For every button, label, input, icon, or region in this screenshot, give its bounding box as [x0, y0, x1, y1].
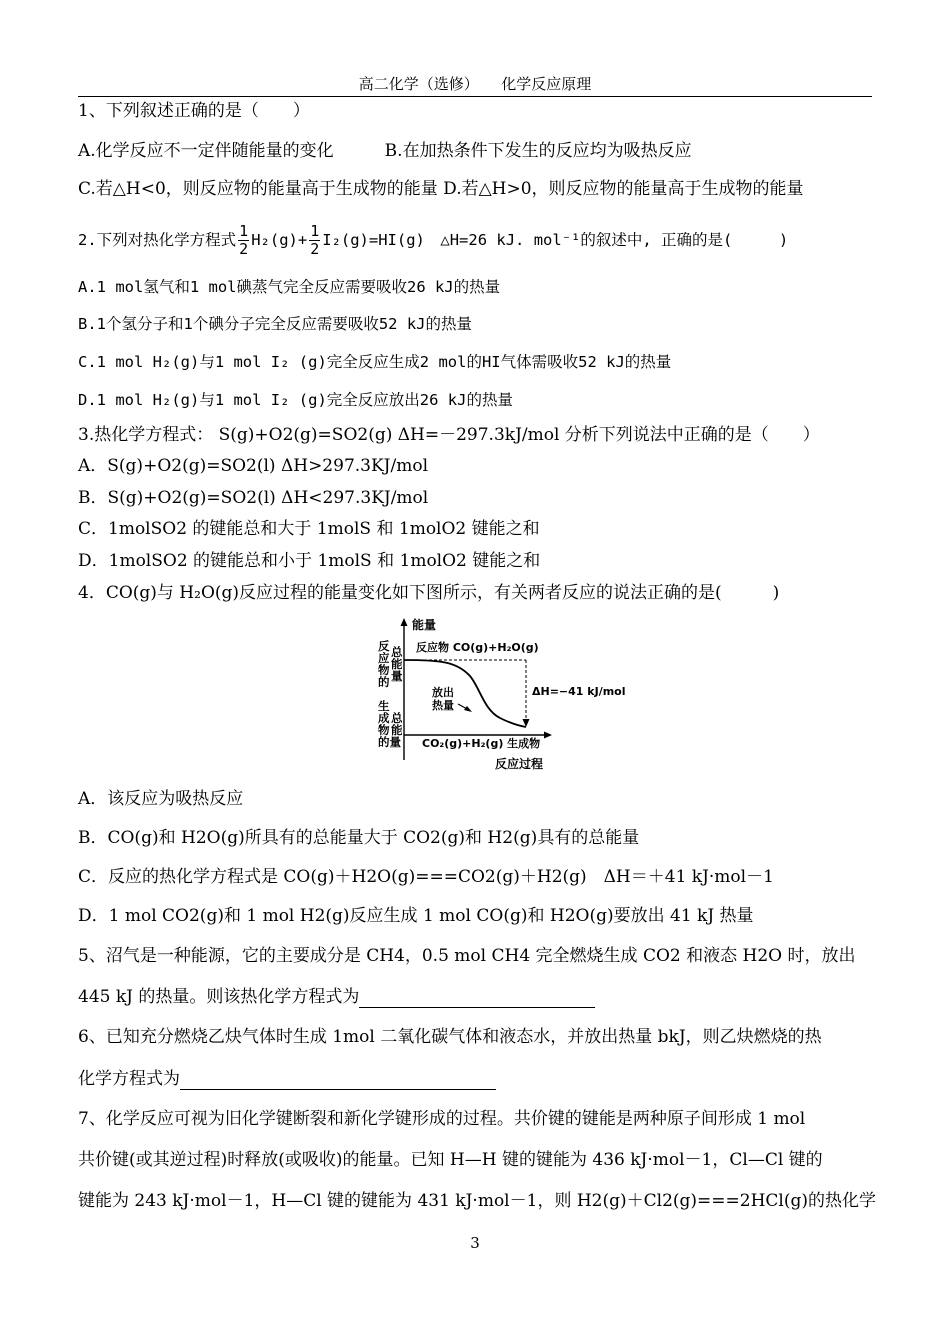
question-3: 3.热化学方程式： S(g)+O2(g)=SO2(g) ΔH=－297.3kJ/mol 分析下列说法中正确的是（ ）: [78, 425, 820, 445]
question-6-text: 化学方程式为: [78, 1069, 180, 1089]
question-3-option-d: D．1molSO2 的键能总和小于 1molS 和 1molO2 键能之和: [78, 551, 541, 571]
question-5-line-2: [78, 986, 595, 1008]
question-1-options-ab: A.化学反应不一定伴随能量的变化 B.在加热条件下发生的反应均为吸热反应: [78, 141, 692, 161]
delta-h-label: ΔH=−41 kJ/mol: [532, 685, 626, 698]
question-4: 4．CO(g)与 H₂O(g)反应过程的能量变化如下图所示，有关两者反应的说法正确的是( ): [78, 583, 780, 603]
product-species-label: CO₂(g)+H₂(g) 生成物: [422, 737, 541, 750]
label-char: 生: [378, 699, 390, 713]
release-heat-arrow-icon: [464, 706, 472, 712]
question-7-line-3: 键能为 243 kJ·mol－1，H—Cl 键的键能为 431 kJ·mol－1，则 H2(g)＋Cl2(g)===2HCl(g)的热化学: [78, 1191, 877, 1211]
label-char: 总: [391, 645, 403, 659]
reactant-species-label: 反应物 CO(g)+H₂O(g): [416, 641, 539, 654]
header-rule: [78, 96, 872, 97]
question-5-line-1: 5、沼气是一种能源，它的主要成分是 CH4，0.5 mol CH4 完全燃烧生成 CO2 和液态 H2O 时，放出: [78, 946, 856, 966]
fraction-numerator: 1: [310, 222, 320, 240]
label-char: 物: [378, 663, 390, 677]
question-2-option-a: A.1 mol氢气和1 mol碘蒸气完全反应需要吸收26 kJ的热量: [78, 278, 501, 296]
y-axis-label: 能量: [412, 618, 437, 632]
energy-diagram: [372, 614, 634, 776]
label-char: 的量: [378, 735, 401, 749]
label-char: 反: [378, 639, 390, 653]
question-4-option-c: C．反应的热化学方程式是 CO(g)＋H2O(g)===CO2(g)＋H2(g) ΔH＝＋41 kJ·mol－1: [78, 867, 774, 887]
page-number: 3: [470, 1234, 480, 1252]
page-header: 高二化学（选修） 化学反应原理: [358, 75, 592, 93]
question-5-answer-blank[interactable]: [359, 989, 595, 1008]
question-2-prefix: 2.下列对热化学方程式: [78, 231, 237, 249]
y-axis-arrow-icon: [401, 618, 408, 626]
question-2-i2: I₂(g)=HI(g) △H=26 kJ. mol⁻¹的叙述中, 正确的是( ): [322, 231, 789, 249]
question-3-option-b: B．S(g)+O2(g)=SO2(l) ΔH<297.3KJ/mol: [78, 488, 429, 508]
fraction-denominator: 2: [239, 240, 249, 258]
fraction-half-2: [309, 223, 320, 258]
reactant-energy-label: [378, 639, 403, 689]
fraction-numerator: 1: [239, 222, 249, 240]
label-char: 能: [391, 723, 403, 737]
question-2-h2: H₂(g)+: [251, 231, 308, 249]
question-7-line-1: 7、化学反应可视为旧化学键断裂和新化学键形成的过程。共价键的键能是两种原子间形成 1 mol: [78, 1109, 806, 1129]
fraction-denominator: 2: [310, 240, 320, 258]
label-char: 物: [378, 723, 390, 737]
label-char: 量: [391, 669, 403, 683]
question-6-answer-blank[interactable]: [180, 1071, 496, 1090]
question-1-options-cd: C.若△H<0，则反应物的能量高于生成物的能量 D.若△H>0，则反应物的能量高于生成物的能量: [78, 179, 804, 199]
question-2-option-b: B.1个氢分子和1个碘分子完全反应需要吸收52 kJ的热量: [78, 315, 472, 333]
question-3-option-c: C．1molSO2 的键能总和大于 1molS 和 1molO2 键能之和: [78, 519, 540, 539]
question-4-option-d: D．1 mol CO2(g)和 1 mol H2(g)反应生成 1 mol CO(g)和 H2O(g)要放出 41 kJ 热量: [78, 906, 754, 926]
question-3-option-a: A．S(g)+O2(g)=SO2(l) ΔH>297.3KJ/mol: [78, 456, 429, 476]
question-6-line-1: 6、已知充分燃烧乙炔气体时生成 1mol 二氧化碳气体和液态水，并放出热量 bkJ，则乙炔燃烧的热: [78, 1027, 822, 1047]
question-2-option-c: C.1 mol H₂(g)与1 mol I₂ (g)完全反应生成2 mol的HI气体需吸收52 kJ的热量: [78, 353, 672, 371]
question-4-option-b: B．CO(g)和 H2O(g)所具有的总能量大于 CO2(g)和 H2(g)具有的总能量: [78, 828, 640, 848]
fraction-half-1: [238, 223, 249, 258]
release-heat-label-1: 放出: [432, 686, 454, 699]
label-char: 的: [378, 675, 390, 689]
label-char: 应: [378, 651, 390, 665]
question-5-text: 445 kJ 的热量。则该热化学方程式为: [78, 987, 360, 1007]
question-1: 1、下列叙述正确的是（ ）: [78, 101, 310, 121]
label-char: 总: [391, 711, 403, 725]
label-char: 能: [391, 657, 403, 671]
label-char: 成: [378, 711, 390, 725]
question-6-line-2: [78, 1068, 496, 1090]
product-energy-label: [378, 699, 403, 749]
x-axis-arrow-icon: [544, 732, 552, 739]
question-2-option-d: D.1 mol H₂(g)与1 mol I₂ (g)完全反应放出26 kJ的热量: [78, 391, 513, 409]
question-7-line-2: 共价键(或其逆过程)时释放(或吸收)的能量。已知 H—H 键的键能为 436 kJ·mol－1，Cl—Cl 键的: [78, 1150, 823, 1170]
question-2: [78, 218, 788, 262]
x-axis-label: 反应过程: [495, 757, 544, 771]
question-4-option-a: A．该反应为吸热反应: [78, 789, 244, 809]
energy-curve: [404, 660, 526, 727]
release-heat-label-2: 热量: [432, 699, 454, 712]
